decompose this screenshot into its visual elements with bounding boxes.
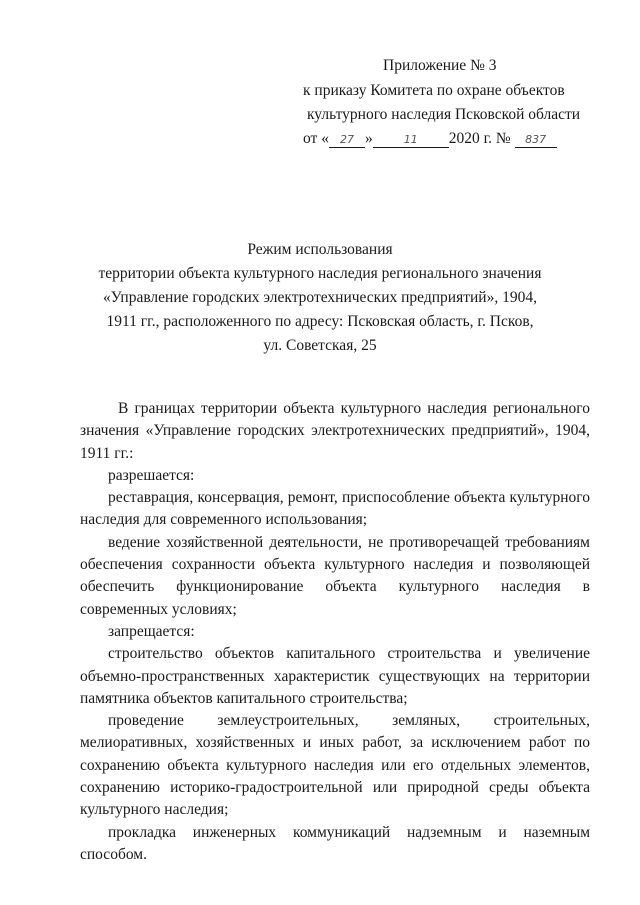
forbidden-item-2: проведение землеустроительных, земляных, строительных, мелиоративных, хозяйственных и иных работ, за исключением работ по сохранению объекта культурного наследия или его отдельных элементов, сохранению историко-градостроительной или природной среды объекта культурного наследия;: [80, 712, 590, 819]
date-day-handwritten: 27: [329, 133, 365, 148]
date-month-handwritten: 11: [373, 133, 449, 148]
intro-paragraph: В границах территории объекта культурного наследия регионального значения «Управление городских электротехнических предприятий», 1904, 1911 гг.:: [80, 400, 590, 462]
forbidden-item-3: прокладка инженерных коммуникаций надземным и наземным способом.: [80, 823, 590, 863]
title-line-4: 1911 гг., расположенного по адресу: Псковская область, г. Псков,: [106, 313, 534, 330]
order-number-handwritten: 837: [515, 133, 557, 148]
date-prefix: от «: [303, 130, 329, 147]
date-year: 2020 г. №: [448, 130, 511, 147]
forbidden-label: запрещается:: [108, 622, 195, 640]
appendix-order-line: к приказу Комитета по охране объектов: [303, 82, 565, 99]
title-line-5: ул. Советская, 25: [263, 337, 377, 354]
document-body: [80, 398, 590, 866]
appendix-date-line: [303, 129, 557, 149]
document-title: [60, 238, 580, 358]
forbidden-item-1: строительство объектов капитального строительства и увеличение объемно-пространственных характеристик существующих на территории памятника объектов капитального строительства;: [80, 645, 590, 707]
allowed-item-1: реставрация, консервация, ремонт, приспособление объекта культурного наследия для современного использования;: [80, 489, 590, 529]
title-line-3: «Управление городских электротехнических предприятий», 1904,: [103, 289, 537, 306]
appendix-title: Приложение № 3: [383, 57, 497, 74]
title-line-2: территории объекта культурного наследия регионального значения: [98, 265, 542, 282]
date-mid: »: [364, 130, 373, 147]
title-line-1: Режим использования: [247, 241, 393, 258]
allowed-item-2: ведение хозяйственной деятельности, не противоречащей требованиям обеспечения сохранности объекта культурного наследия и позволяющей обеспечить функционирование объекта культурного наследия в современных условиях;: [80, 533, 590, 618]
allowed-label: разрешается:: [108, 466, 195, 484]
appendix-committee-line: культурного наследия Псковской области: [307, 106, 581, 123]
